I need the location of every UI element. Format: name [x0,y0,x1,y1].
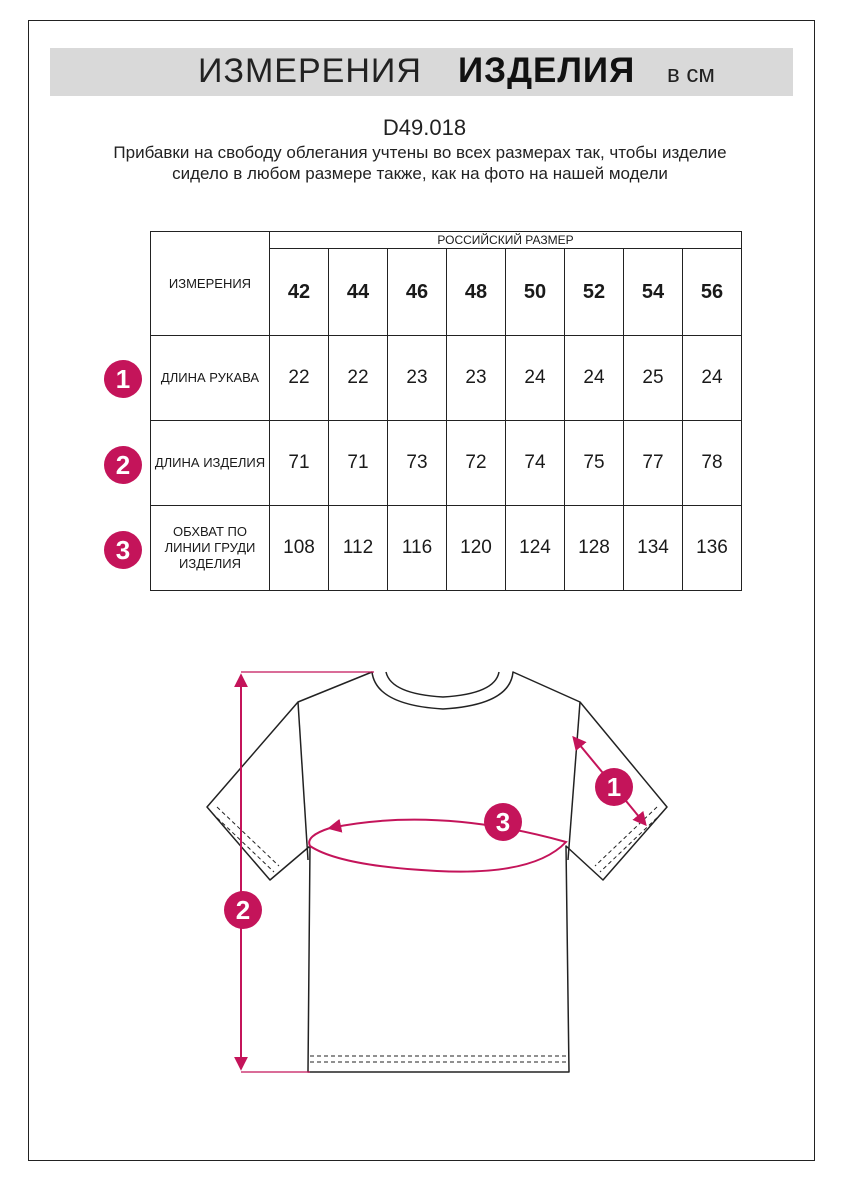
row-label-chest-girth: ОБХВАТ ПО ЛИНИИ ГРУДИ ИЗДЕЛИЯ [151,506,270,591]
size-cell: 42 [270,249,329,336]
table-row [151,506,742,591]
table-cell: 124 [506,506,565,591]
measure-header: ИЗМЕРЕНИЯ [151,232,270,336]
size-cell: 44 [329,249,388,336]
diagram-marker-1: 1 [595,768,633,806]
title-unit: в см [667,61,715,88]
row-number-badge: 3 [104,531,142,569]
size-cell: 50 [506,249,565,336]
table-cell: 75 [565,421,624,506]
title-bold: ИЗДЕЛИЯ [458,51,636,90]
title-banner [50,48,793,96]
size-cell: 56 [683,249,742,336]
table-cell: 134 [624,506,683,591]
table-header-row [151,232,742,249]
size-group-header: РОССИЙСКИЙ РАЗМЕР [270,232,742,249]
diagram-marker-2: 2 [224,891,262,929]
diagram-marker-3: 3 [484,803,522,841]
table-row [151,336,742,421]
row-label-garment-length: ДЛИНА ИЗДЕЛИЯ [151,421,270,506]
title-light: ИЗМЕРЕНИЯ [198,52,422,90]
table-row [151,421,742,506]
row-number-badge: 1 [104,360,142,398]
table-cell: 23 [388,336,447,421]
table-cell: 24 [506,336,565,421]
fit-note: Прибавки на свободу облегания учтены во всех размерах так, чтобы изделие сидело в любом размере также, как на фото на нашей модели [113,143,727,183]
table-cell: 24 [683,336,742,421]
size-cell: 46 [388,249,447,336]
table-cell: 25 [624,336,683,421]
article-number: D49.018 [382,115,467,140]
table-cell: 22 [270,336,329,421]
table-cell: 108 [270,506,329,591]
table-cell: 71 [270,421,329,506]
table-cell: 72 [447,421,506,506]
table-cell: 74 [506,421,565,506]
table-cell: 22 [329,336,388,421]
tshirt-diagram [0,640,849,1090]
size-cell: 48 [447,249,506,336]
row-number-badge: 2 [104,446,142,484]
table-cell: 77 [624,421,683,506]
table-cell: 23 [447,336,506,421]
row-label-sleeve-length: ДЛИНА РУКАВА [151,336,270,421]
size-table [150,231,742,591]
table-cell: 112 [329,506,388,591]
table-cell: 120 [447,506,506,591]
table-cell: 136 [683,506,742,591]
size-cell: 54 [624,249,683,336]
table-cell: 73 [388,421,447,506]
table-cell: 116 [388,506,447,591]
table-cell: 78 [683,421,742,506]
table-cell: 71 [329,421,388,506]
table-cell: 128 [565,506,624,591]
size-cell: 52 [565,249,624,336]
table-cell: 24 [565,336,624,421]
